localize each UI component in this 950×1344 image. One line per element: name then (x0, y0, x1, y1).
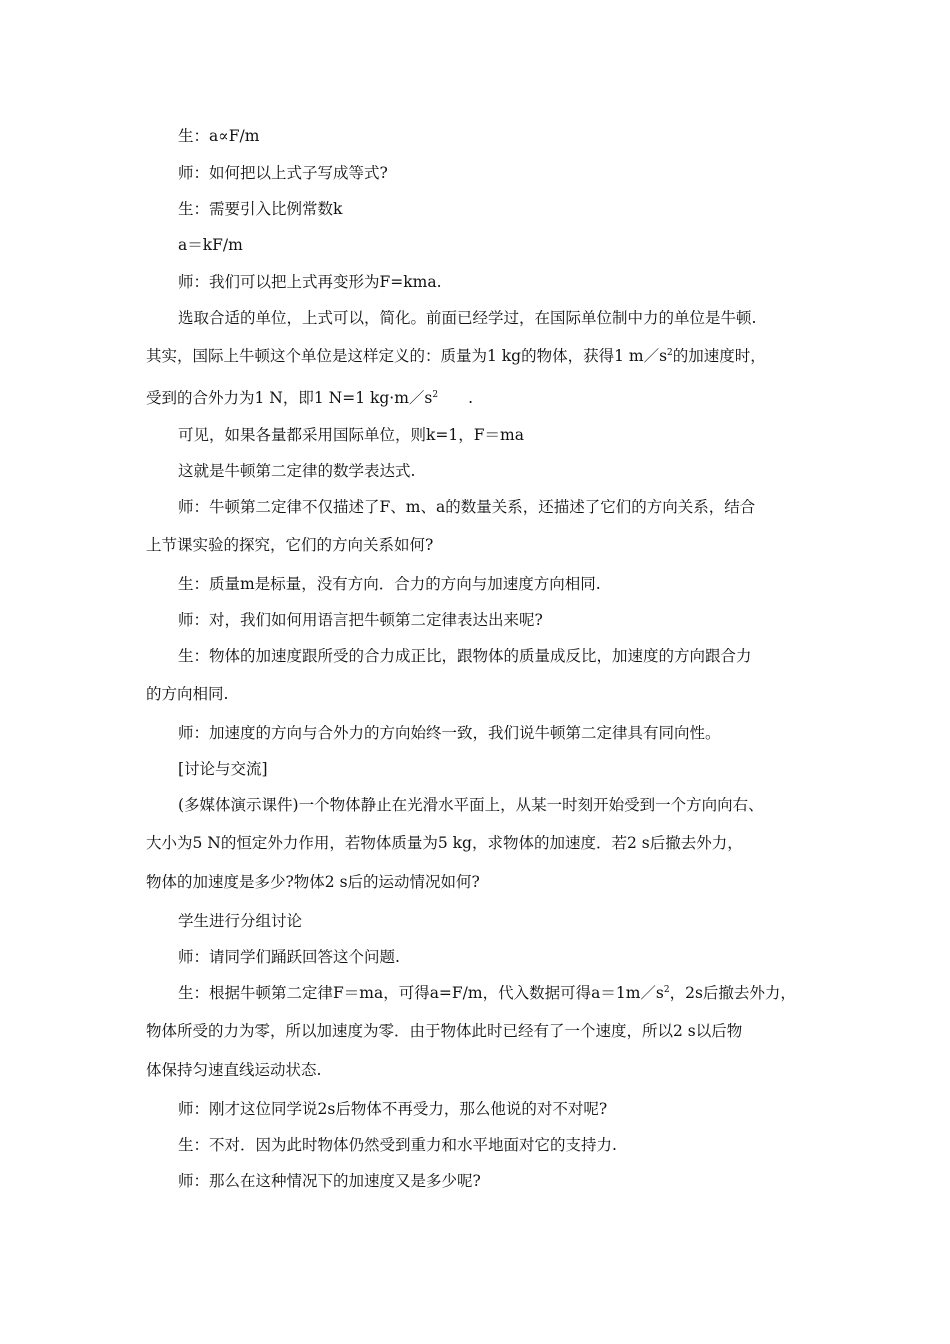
text-line: 生：不对．因为此时物体仍然受到重力和水平地面对它的支持力. (178, 1136, 617, 1154)
text-line: 这就是牛顿第二定律的数学表达式. (178, 462, 416, 480)
text-line: 生：需要引入比例常数k (178, 200, 343, 218)
text-line: 选取合适的单位，上式可以，简化。前面已经学过，在国际单位制中力的单位是牛顿. (178, 309, 757, 327)
text-span: 的加速度时， (672, 347, 766, 365)
text-line: 的方向相同. (146, 685, 229, 703)
text-line: (多媒体演示课件)一个物体静止在光滑水平面上，从某一时刻开始受到一个方向向右、 (178, 796, 764, 814)
text-line: 师：刚才这位同学说2s后物体不再受力，那么他说的对不对呢? (178, 1100, 608, 1118)
text-line: 师：请同学们踊跃回答这个问题. (178, 948, 400, 966)
superscript: 2 (667, 348, 673, 358)
text-line: 生：物体的加速度跟所受的合力成正比，跟物体的质量成反比，加速度的方向跟合力 (178, 647, 752, 665)
superscript: 2 (663, 985, 670, 995)
text-line: 师：那么在这种情况下的加速度又是多少呢? (178, 1172, 481, 1190)
text-line: 生：质量m是标量，没有方向．合力的方向与加速度方向相同. (178, 575, 601, 593)
text-line (146, 346, 766, 366)
superscript: 2 (432, 390, 439, 400)
text-span: ，2s后撤去外力， (669, 984, 796, 1002)
text-line: 大小为5 N的恒定外力作用，若物体质量为5 kg，求物体的加速度．若2 s后撤去外力， (146, 834, 743, 852)
text-span: 其实，国际上牛顿这个单位是这样定义的：质量为1 kg的物体，获得1 m／s (146, 347, 668, 365)
text-line: 师：牛顿第二定律不仅描述了F、m、a的数量关系，还描述了它们的方向关系，结合 (178, 498, 756, 516)
text-line: a＝kF/m (178, 236, 243, 254)
text-line: [讨论与交流] (178, 760, 268, 778)
text-span: 生：根据牛顿第二定律F＝ma，可得a=F/m，代入数据可得a＝1m／s (178, 984, 664, 1002)
text-line: 可见，如果各量都采用国际单位，则k=1，F＝ma (178, 426, 524, 444)
text-line: 学生进行分组讨论 (178, 912, 303, 930)
text-line: 物体的加速度是多少?物体2 s后的运动情况如何? (146, 873, 480, 891)
text-span: 受到的合外力为1 N，即1 N=1 kg·m／s (146, 389, 433, 407)
text-line: 生：a∝F/m (178, 127, 260, 145)
text-line: 师：对，我们如何用语言把牛顿第二定律表达出来呢? (178, 611, 543, 629)
text-line: 师：加速度的方向与合外力的方向始终一致，我们说牛顿第二定律具有同向性。 (178, 724, 721, 742)
text-line: 物体所受的力为零，所以加速度为零．由于物体此时已经有了一个速度，所以2 s以后物 (146, 1022, 743, 1040)
text-line (178, 983, 796, 1003)
text-line: 师：如何把以上式子写成等式? (178, 164, 388, 182)
text-line: 师：我们可以把上式再变形为F=kma. (178, 273, 442, 291)
text-line (146, 388, 473, 408)
text-span: . (468, 389, 474, 407)
text-line: 体保持匀速直线运动状态. (146, 1061, 322, 1079)
text-line: 上节课实验的探究，它们的方向关系如何? (146, 536, 434, 554)
